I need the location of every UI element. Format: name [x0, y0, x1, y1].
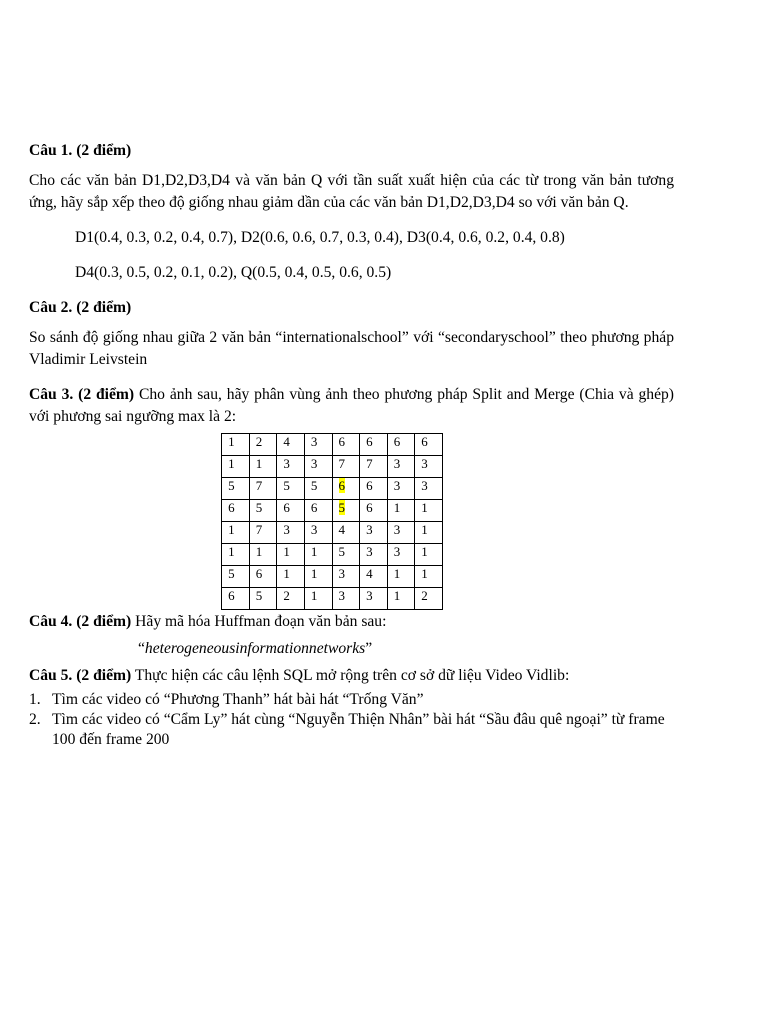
matrix-cell: [332, 544, 360, 566]
matrix-cell-value: 6: [228, 500, 235, 515]
matrix-cell-value: 1: [228, 434, 235, 449]
matrix-cell: [360, 434, 388, 456]
matrix-cell: [304, 522, 332, 544]
matrix-cell: [304, 566, 332, 588]
matrix-cell-value: 5: [338, 500, 345, 515]
matrix-cell-value: 5: [310, 478, 318, 493]
matrix-cell: [222, 500, 250, 522]
matrix-cell-value: 3: [310, 522, 318, 537]
image-matrix-container: [0, 433, 674, 610]
matrix-cell-value: 3: [366, 522, 373, 537]
matrix-cell: [277, 434, 305, 456]
matrix-cell: [415, 588, 443, 610]
matrix-cell-value: 1: [393, 566, 401, 581]
matrix-cell: [360, 566, 388, 588]
matrix-cell: [222, 566, 250, 588]
matrix-cell-value: 3: [310, 456, 318, 471]
matrix-cell-value: 1: [421, 544, 428, 559]
matrix-cell-value: 3: [393, 456, 401, 471]
matrix-cell-value: 1: [255, 544, 263, 559]
matrix-cell-value: 1: [310, 566, 318, 581]
matrix-cell-value: 6: [228, 588, 235, 603]
q5-item-number: 2.: [29, 711, 41, 728]
matrix-cell-value: 2: [421, 588, 428, 603]
matrix-cell-value: 3: [421, 456, 428, 471]
matrix-row: [222, 456, 443, 478]
matrix-cell: [332, 500, 360, 522]
matrix-cell: [277, 588, 305, 610]
matrix-cell: [277, 522, 305, 544]
matrix-cell: [387, 478, 415, 500]
matrix-cell: [249, 434, 277, 456]
matrix-cell-value: 1: [310, 544, 318, 559]
matrix-cell-value: 6: [366, 478, 373, 493]
matrix-cell: [415, 456, 443, 478]
matrix-cell-value: 1: [283, 566, 290, 581]
matrix-cell: [249, 544, 277, 566]
matrix-cell-value: 6: [338, 478, 345, 493]
matrix-cell: [332, 434, 360, 456]
matrix-cell: [304, 588, 332, 610]
matrix-cell-value: 7: [255, 522, 263, 537]
matrix-cell-value: 1: [310, 588, 318, 603]
matrix-row: [222, 500, 443, 522]
exam-page: [29, 140, 674, 750]
matrix-cell: [277, 544, 305, 566]
matrix-cell: [387, 544, 415, 566]
matrix-cell-value: 6: [338, 434, 345, 449]
matrix-cell: [222, 434, 250, 456]
matrix-cell: [332, 522, 360, 544]
q4-quoted-text: [29, 638, 674, 660]
matrix-cell: [249, 588, 277, 610]
matrix-cell: [222, 522, 250, 544]
matrix-cell: [387, 434, 415, 456]
q1-text: Cho các văn bản D1,D2,D3,D4 và văn bản Q với tần suất xuất hiện của các từ trong văn bản tương ứng, hãy sắp xếp theo độ giống nhau giảm dần của các văn bản D1,D2,D3,D4 so với văn bản Q.: [29, 172, 674, 211]
image-matrix: [221, 433, 443, 610]
matrix-cell: [360, 522, 388, 544]
matrix-cell: [332, 566, 360, 588]
matrix-cell-value: 3: [338, 588, 345, 603]
matrix-cell-value: 7: [338, 456, 345, 471]
matrix-cell: [387, 588, 415, 610]
matrix-cell-value: 1: [228, 456, 235, 471]
matrix-cell: [249, 500, 277, 522]
matrix-cell: [415, 522, 443, 544]
matrix-cell: [249, 478, 277, 500]
matrix-cell: [387, 500, 415, 522]
matrix-cell-value: 1: [228, 544, 235, 559]
matrix-cell: [304, 478, 332, 500]
matrix-cell-value: 6: [283, 500, 290, 515]
q4-close-quote: ”: [365, 640, 373, 657]
matrix-row: [222, 478, 443, 500]
matrix-cell: [222, 478, 250, 500]
matrix-cell-value: 2: [283, 588, 290, 603]
matrix-cell: [387, 522, 415, 544]
matrix-cell: [360, 544, 388, 566]
matrix-cell: [360, 456, 388, 478]
matrix-cell-value: 1: [255, 456, 263, 471]
matrix-cell-value: 5: [228, 566, 235, 581]
matrix-cell-value: 6: [366, 500, 373, 515]
q4-paragraph: [29, 611, 674, 633]
q5-list-item: [29, 690, 674, 710]
matrix-cell-value: 6: [421, 434, 428, 449]
matrix-cell-value: 4: [283, 434, 290, 449]
matrix-cell-value: 3: [310, 434, 318, 449]
matrix-cell-value: 5: [283, 478, 290, 493]
matrix-cell-value: 1: [393, 500, 401, 515]
q4-heading: Câu 4. (2 điểm): [29, 613, 132, 630]
q5-paragraph: [29, 665, 674, 687]
q5-item-text: Tìm các video có “Phương Thanh” hát bài hát “Trống Văn”: [52, 691, 424, 708]
matrix-cell: [415, 500, 443, 522]
matrix-row: [222, 588, 443, 610]
matrix-cell: [222, 544, 250, 566]
q1-vectors-line-2: D4(0.3, 0.5, 0.2, 0.1, 0.2), Q(0.5, 0.4, 0.5, 0.6, 0.5): [75, 264, 392, 281]
q3-paragraph: [29, 384, 674, 428]
matrix-cell-value: 6: [393, 434, 401, 449]
q4-open-quote: “: [138, 640, 145, 657]
matrix-cell: [415, 544, 443, 566]
q4-huffman-string: heterogeneousinformationnetworks: [144, 640, 366, 657]
matrix-row: [222, 522, 443, 544]
matrix-cell-value: 1: [421, 566, 428, 581]
matrix-cell-value: 7: [255, 478, 263, 493]
matrix-cell: [249, 522, 277, 544]
matrix-cell-value: 5: [338, 544, 345, 559]
q5-item-text: Tìm các video có “Cẩm Ly” hát cùng “Nguyễn Thiện Nhân” bài hát “Sầu đâu quê ngoại” từ frame 100 đến frame 200: [52, 711, 665, 748]
matrix-cell: [277, 500, 305, 522]
q5-heading: Câu 5. (2 điểm): [29, 667, 132, 684]
matrix-cell-value: 6: [366, 434, 373, 449]
matrix-cell: [304, 456, 332, 478]
q2-text: So sánh độ giống nhau giữa 2 văn bản “internationalschool” với “secondaryschool” theo phương pháp Vladimir Leivstein: [29, 329, 674, 368]
matrix-cell: [415, 478, 443, 500]
q2-heading: Câu 2. (2 điểm): [29, 299, 132, 316]
matrix-cell-value: 3: [283, 522, 290, 537]
q5-text: Thực hiện các câu lệnh SQL mở rộng trên cơ sở dữ liệu Video Vidlib:: [131, 667, 570, 684]
matrix-cell: [387, 456, 415, 478]
matrix-cell: [277, 566, 305, 588]
matrix-cell: [249, 456, 277, 478]
q5-list: [29, 690, 674, 750]
matrix-cell-value: 2: [255, 434, 263, 449]
matrix-cell-value: 1: [421, 500, 428, 515]
matrix-cell-value: 4: [338, 522, 345, 537]
q3-heading: Câu 3. (2 điểm): [29, 386, 135, 403]
matrix-row: [222, 544, 443, 566]
matrix-cell-value: 3: [366, 588, 373, 603]
matrix-cell: [360, 500, 388, 522]
q3-text: Cho ảnh sau, hãy phân vùng ảnh theo phương pháp Split and Merge (Chia và ghép) với phương sai ngưỡng max là 2:: [29, 386, 674, 425]
matrix-cell: [415, 566, 443, 588]
matrix-cell-value: 3: [366, 544, 373, 559]
matrix-cell-value: 1: [421, 522, 428, 537]
matrix-row: [222, 434, 443, 456]
q1-vectors-line-1: D1(0.4, 0.3, 0.2, 0.4, 0.7), D2(0.6, 0.6, 0.7, 0.3, 0.4), D3(0.4, 0.6, 0.2, 0.4, 0.8): [75, 229, 565, 246]
matrix-cell-value: 5: [255, 500, 263, 515]
matrix-cell-value: 5: [255, 588, 263, 603]
matrix-cell: [277, 456, 305, 478]
matrix-cell-value: 1: [228, 522, 235, 537]
matrix-cell: [360, 478, 388, 500]
matrix-cell: [222, 588, 250, 610]
matrix-cell: [332, 588, 360, 610]
matrix-cell: [387, 566, 415, 588]
matrix-cell: [415, 434, 443, 456]
matrix-cell-value: 3: [393, 478, 401, 493]
q4-text: Hãy mã hóa Huffman đoạn văn bản sau:: [131, 613, 387, 630]
matrix-row: [222, 566, 443, 588]
matrix-cell-value: 4: [366, 566, 373, 581]
matrix-cell-value: 5: [228, 478, 235, 493]
matrix-cell: [360, 588, 388, 610]
matrix-cell-value: 1: [283, 544, 290, 559]
matrix-cell-value: 6: [310, 500, 318, 515]
matrix-cell-value: 3: [338, 566, 345, 581]
matrix-cell: [304, 544, 332, 566]
matrix-cell-value: 3: [393, 522, 401, 537]
matrix-cell: [304, 500, 332, 522]
q5-list-item: [29, 710, 674, 750]
q5-item-number: 1.: [29, 691, 41, 708]
matrix-cell-value: 6: [255, 566, 263, 581]
matrix-cell: [332, 478, 360, 500]
q1-heading: Câu 1. (2 điểm): [29, 142, 132, 159]
matrix-cell: [332, 456, 360, 478]
matrix-cell-value: 3: [393, 544, 401, 559]
matrix-cell: [249, 566, 277, 588]
matrix-cell-value: 3: [421, 478, 428, 493]
matrix-cell: [277, 478, 305, 500]
matrix-cell-value: 1: [393, 588, 401, 603]
matrix-cell-value: 7: [366, 456, 373, 471]
matrix-cell-value: 3: [283, 456, 290, 471]
matrix-cell: [304, 434, 332, 456]
matrix-cell: [222, 456, 250, 478]
